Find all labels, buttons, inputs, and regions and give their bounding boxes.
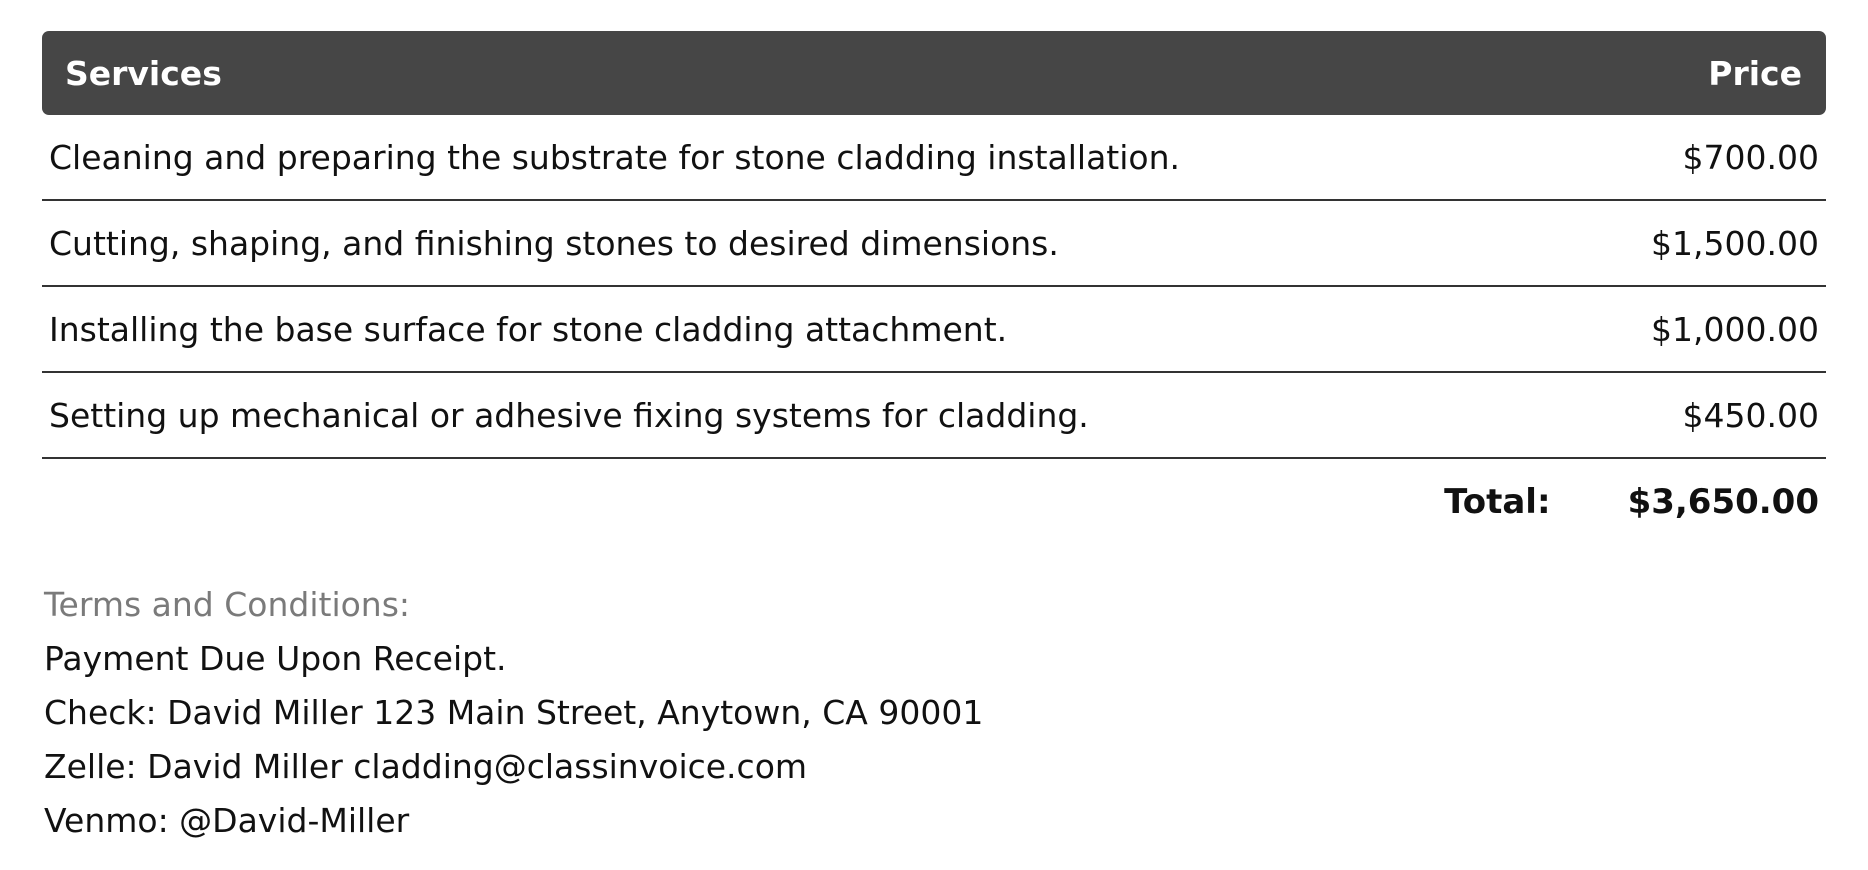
table-row bbox=[42, 287, 1826, 373]
service-description: Setting up mechanical or adhesive fixing systems for cladding. bbox=[49, 395, 1089, 435]
terms-check-info: Check: David Miller 123 Main Street, Anytown, CA 90001 bbox=[44, 693, 984, 732]
services-column-header: Services bbox=[65, 53, 222, 93]
table-row bbox=[42, 115, 1826, 201]
terms-venmo-info: Venmo: @David-Miller bbox=[44, 801, 410, 840]
service-price: $450.00 bbox=[1682, 395, 1819, 435]
services-table bbox=[42, 31, 1826, 545]
terms-payment-due: Payment Due Upon Receipt. bbox=[44, 639, 507, 678]
table-row bbox=[42, 201, 1826, 287]
service-description: Cleaning and preparing the substrate for stone cladding installation. bbox=[49, 137, 1180, 177]
terms-zelle-info: Zelle: David Miller cladding@classinvoice.com bbox=[44, 747, 808, 786]
table-row bbox=[42, 373, 1826, 459]
terms-section bbox=[44, 578, 983, 848]
service-price: $1,500.00 bbox=[1651, 223, 1819, 263]
total-label: Total: bbox=[1444, 482, 1551, 522]
service-description: Installing the base surface for stone cladding attachment. bbox=[49, 309, 1008, 349]
service-description: Cutting, shaping, and finishing stones to desired dimensions. bbox=[49, 223, 1059, 263]
price-column-header: Price bbox=[1708, 53, 1802, 93]
table-header bbox=[42, 31, 1826, 115]
terms-title: Terms and Conditions: bbox=[44, 585, 411, 624]
total-value: $3,650.00 bbox=[1627, 482, 1819, 522]
service-price: $1,000.00 bbox=[1651, 309, 1819, 349]
service-price: $700.00 bbox=[1682, 137, 1819, 177]
total-row bbox=[42, 459, 1826, 545]
